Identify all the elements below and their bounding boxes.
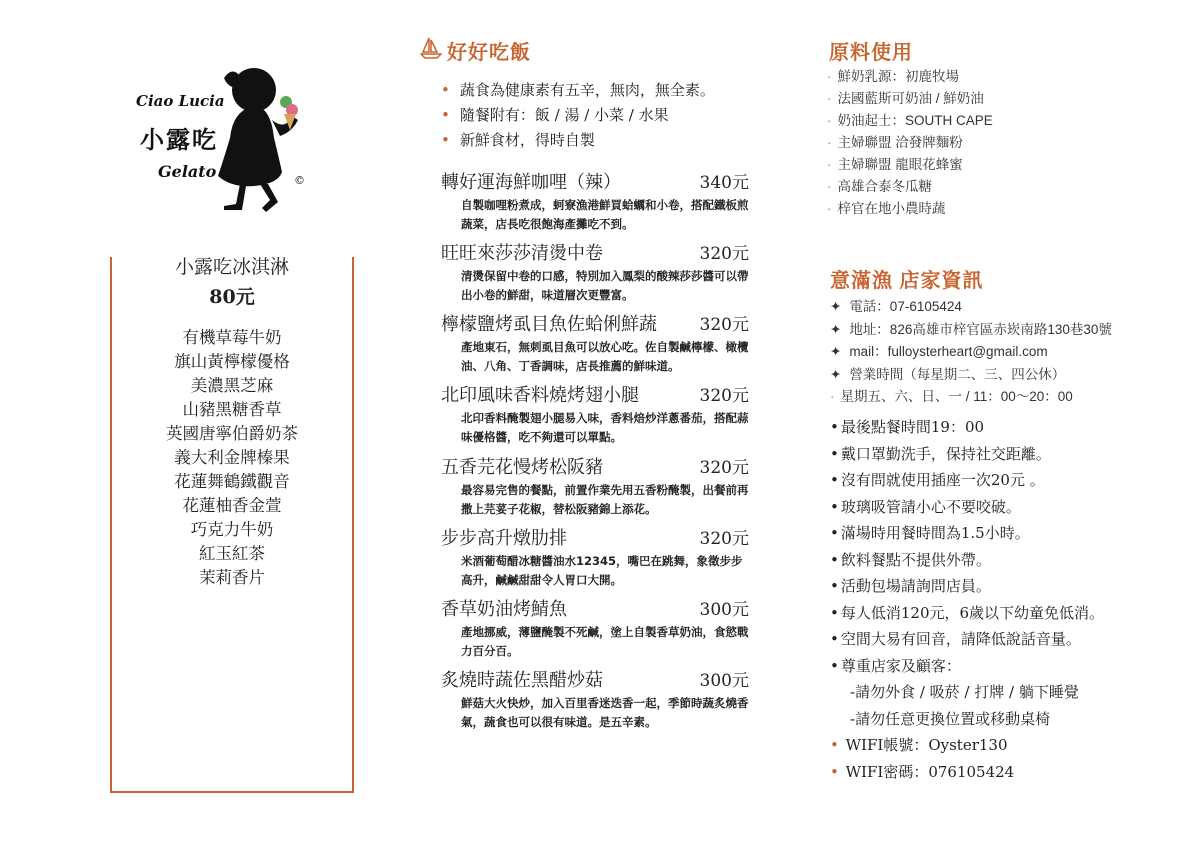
ingredient-item: · 主婦聯盟 龍眼花蜂蜜: [827, 157, 963, 172]
dish-name: 五香芫花慢烤松阪豬: [441, 457, 603, 478]
menu-note: • 蔬食為健康素有五辛，無肉，無全素。: [441, 81, 715, 99]
rule-item: • 玻璃吸管請小心不要咬破。: [830, 497, 1021, 516]
rule-sub-item: -請勿任意更換位置或移動桌椅: [850, 709, 1051, 728]
flavor-item: 有機草莓牛奶: [182, 328, 282, 347]
flavor-item: 義大利金牌榛果: [174, 448, 290, 467]
star-icon: ✦: [830, 299, 842, 314]
menu-title: 好好吃飯: [447, 42, 531, 64]
flavor-item: 美濃黑芝麻: [190, 376, 274, 395]
ice-cream-title: 小露吃冰淇淋: [174, 256, 289, 278]
store-mail: ✦ mail：fulloysterheart@gmail.com: [830, 344, 1048, 359]
dish-name: 轉好運海鮮咖哩（辣）: [441, 172, 621, 193]
star-icon: ✦: [830, 321, 842, 337]
menu-note: • 新鮮食材，得時自製: [441, 131, 595, 149]
wifi-password: • WIFI密碼：076105424: [830, 762, 1015, 781]
store-phone: ✦ 電話：07-6105424: [830, 299, 962, 314]
ingredient-item: · 高雄合泰冬瓜糖: [827, 179, 932, 194]
dish-name: 步步高升燉肋排: [441, 528, 567, 549]
rule-item: • 尊重店家及顧客：: [830, 656, 961, 675]
dish-name: 香草奶油烤鯖魚: [441, 599, 567, 620]
dish-name: 旺旺來莎莎清燙中卷: [441, 243, 603, 264]
dish-desc: 產地東石，無刺虱目魚可以放心吃。佐自製鹹檸檬、橄欖油、八角、丁香調味，店長推薦的鮮味道。: [461, 340, 749, 373]
copyright-mark: ©: [294, 174, 305, 187]
dish-desc: 產地挪威，薄鹽醃製不死鹹，塗上自製香草奶油，食慾戰力百分百。: [461, 625, 749, 658]
dish-name: 炙燒時蔬佐黑醋炒菇: [441, 670, 603, 691]
dish-price: 320元: [699, 458, 749, 478]
flavor-item: 花蓮舞鶴鐵觀音: [174, 472, 290, 491]
rules-list: [830, 414, 1104, 785]
ingredients-list: [827, 66, 993, 220]
dish-price: 320元: [699, 386, 749, 406]
rule-sub-item: -請勿外食 / 吸菸 / 打牌 / 躺下睡覺: [850, 683, 1079, 701]
store-hours-detail: · 星期五、六、日、一 / 11：00～20：00: [830, 389, 1073, 404]
flavor-item: 花蓮柚香金萱: [182, 496, 282, 515]
wifi-id: • WIFI帳號：Oyster130: [830, 736, 1008, 754]
rule-item: • 空間大易有回音，請降低說話音量。: [830, 630, 1081, 648]
dish-price: 340元: [699, 173, 749, 193]
ingredient-item: · 鮮奶乳源：初鹿牧場: [827, 69, 959, 84]
brand-en: Ciao Lucia: [136, 92, 225, 110]
store-info-title: 意滿漁 店家資訊: [830, 270, 984, 292]
rule-item: • 戴口罩勤洗手，保持社交距離。: [830, 444, 1051, 463]
menu-notes: [441, 78, 715, 153]
dish-price: 320元: [699, 529, 749, 549]
rule-item: • 滿場時用餐時間為1.5小時。: [830, 524, 1030, 542]
store-address: ✦ 地址：826高雄市梓官區赤崁南路130巷30號: [830, 321, 1112, 337]
ice-cream-price: 80元: [209, 286, 255, 308]
brand-zh: 小露吃: [140, 125, 218, 154]
menu-note: • 隨餐附有：飯 / 湯 / 小菜 / 水果: [441, 106, 669, 124]
flavor-list: [110, 326, 354, 590]
brand-sub: Gelato: [158, 162, 217, 181]
dish-price: 320元: [699, 244, 749, 264]
flavor-item: 旗山黃檸檬優格: [174, 352, 290, 371]
ingredient-item: · 法國藍斯可奶油 / 鮮奶油: [827, 91, 984, 106]
dish-desc: 自製咖哩粉煮成，蚵寮漁港鮮買蛤蠣和小卷，搭配鐵板煎蔬菜，店長吃很飽海產攤吃不到。: [461, 198, 749, 231]
dish-desc: 鮮菇大火快炒，加入百里香迷迭香一起，季節時蔬炙燒香氣，蔬食也可以很有味道。是五辛素。: [461, 696, 749, 729]
flavor-item: 英國唐寧伯爵奶茶: [166, 424, 298, 443]
dish-name: 北印風味香料燒烤翅小腿: [441, 385, 639, 406]
rule-item: • 每人低消120元，6歲以下幼童免低消。: [830, 603, 1105, 622]
store-hours: ✦ 營業時間（每星期二、三、四公休）: [830, 366, 1066, 382]
boat-icon: [420, 36, 442, 64]
logo: [132, 58, 332, 218]
dish-desc: 最容易完售的餐點，前置作業先用五香粉醃製，出餐前再撒上芫荽子花椒，替松阪豬錦上添花。: [461, 483, 749, 516]
flavor-item: 山豬黑糖香草: [182, 400, 282, 419]
dish-price: 300元: [699, 671, 749, 691]
ingredients-title: 原料使用: [829, 42, 913, 64]
dish-desc: 清燙保留中卷的口感，特別加入鳳梨的酸辣莎莎醬可以帶出小卷的鮮甜，味道層次更豐富。: [461, 269, 749, 302]
flavor-item: 紅玉紅茶: [199, 544, 265, 563]
rule-item: • 活動包場請詢問店員。: [830, 577, 991, 595]
rule-item: • 飲料餐點不提供外帶。: [830, 550, 991, 569]
rule-item: • 最後點餐時間19：00: [830, 418, 985, 436]
dish-name: 檸檬鹽烤虱目魚佐蛤俐鮮蔬: [441, 314, 657, 335]
flavor-item: 茉莉香片: [199, 568, 265, 587]
ingredient-item: · 主婦聯盟 洽發牌麵粉: [827, 135, 963, 150]
flavor-item: 巧克力牛奶: [190, 520, 274, 539]
ingredient-item: · 梓官在地小農時蔬: [827, 201, 946, 216]
dish-price: 320元: [699, 315, 749, 335]
star-icon: ✦: [830, 366, 842, 382]
dish-desc: 北印香料醃製翅小腿易入味，香料焙炒洋蔥番茄，搭配蒜味優格醬，吃不夠還可以單點。: [461, 411, 749, 444]
store-info: [830, 296, 1112, 409]
rule-item: • 沒有問就使用插座一次20元 。: [830, 471, 1045, 489]
ingredient-item: · 奶油起士：SOUTH CAPE: [827, 113, 993, 128]
star-icon: ✦: [830, 344, 842, 359]
dish-price: 300元: [699, 600, 749, 620]
dish-desc: 米酒葡萄醋冰糖醬油水12345，嘴巴在跳舞，象徵步步高升，鹹鹹甜甜令人胃口大開。: [461, 554, 743, 587]
